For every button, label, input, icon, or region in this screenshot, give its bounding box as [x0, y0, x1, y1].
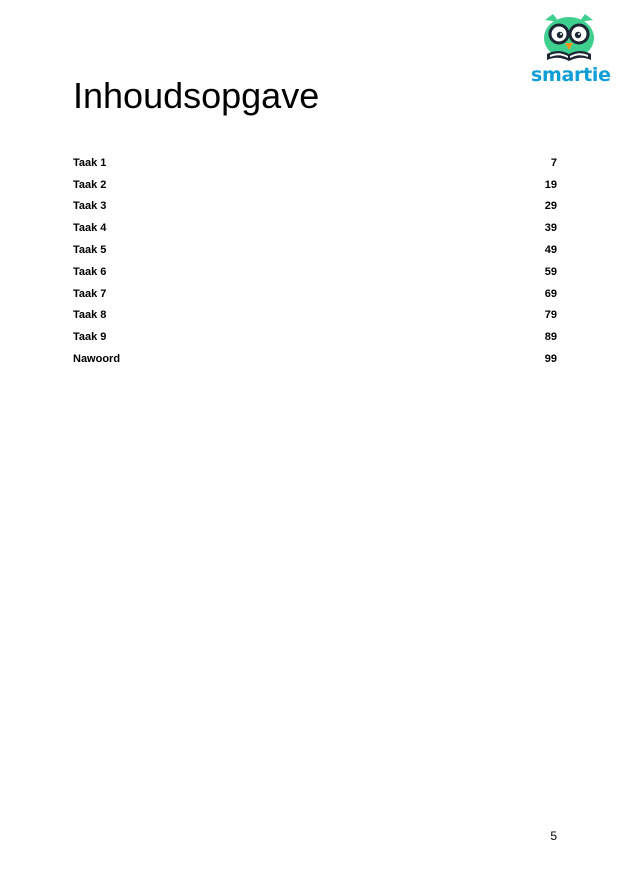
- toc-entry[interactable]: [73, 305, 557, 327]
- toc-entry[interactable]: [73, 217, 557, 239]
- toc-entry-page: 29: [544, 200, 557, 213]
- toc-entry[interactable]: [73, 261, 557, 283]
- table-of-contents: [73, 152, 557, 370]
- page-number: 5: [550, 829, 557, 843]
- toc-entry-label: Nawoord: [73, 353, 121, 366]
- toc-entry[interactable]: [73, 152, 557, 174]
- toc-entry-label: Taak 7: [73, 287, 107, 300]
- toc-entry-page: 39: [544, 222, 557, 235]
- toc-entry-page: 89: [544, 331, 557, 344]
- toc-entry-label: Taak 8: [73, 309, 107, 322]
- page-title: Inhoudsopgave: [73, 75, 320, 116]
- owl-icon: [539, 14, 599, 64]
- logo-text: smartie: [531, 64, 611, 86]
- toc-entry-page: 69: [544, 287, 557, 300]
- toc-entry-nawoord[interactable]: [73, 348, 557, 370]
- toc-entry-label: Taak 9: [73, 331, 107, 344]
- toc-entry-label: Taak 2: [73, 178, 107, 191]
- toc-entry-label: Taak 6: [73, 265, 107, 278]
- toc-entry-page: 7: [550, 156, 557, 169]
- toc-entry-page: 49: [544, 244, 557, 257]
- toc-entry-page: 79: [544, 309, 557, 322]
- toc-entry-page: 19: [544, 178, 557, 191]
- toc-entry[interactable]: [73, 239, 557, 261]
- toc-entry-page: 99: [544, 353, 557, 366]
- toc-entry[interactable]: [73, 174, 557, 196]
- toc-entry-label: Taak 3: [73, 200, 107, 213]
- smartie-logo: [531, 14, 611, 88]
- toc-entry-page: 59: [544, 265, 557, 278]
- toc-entry[interactable]: [73, 326, 557, 348]
- toc-entry[interactable]: [73, 196, 557, 218]
- toc-entry-label: Taak 1: [73, 156, 107, 169]
- toc-entry-label: Taak 4: [73, 222, 107, 235]
- toc-entry[interactable]: [73, 283, 557, 305]
- toc-entry-label: Taak 5: [73, 244, 107, 257]
